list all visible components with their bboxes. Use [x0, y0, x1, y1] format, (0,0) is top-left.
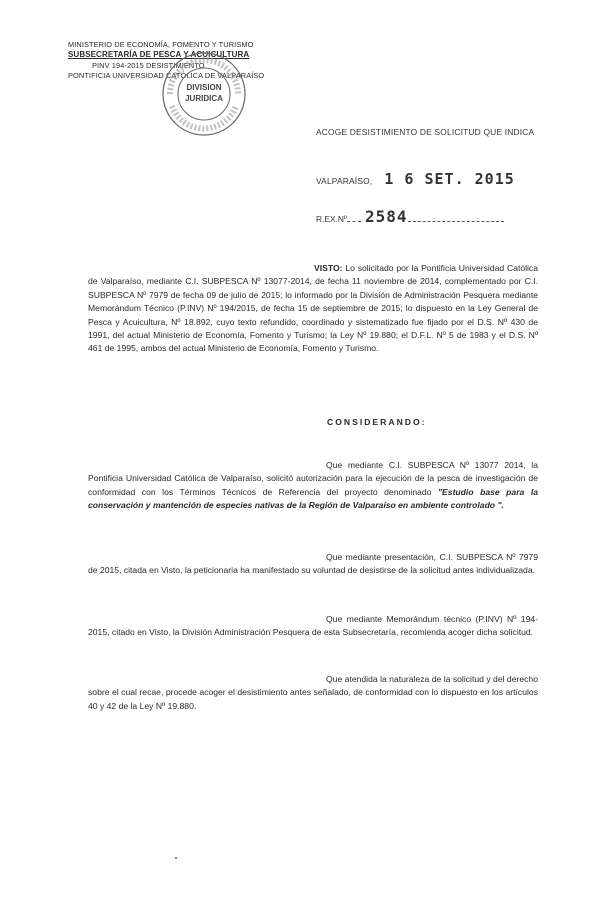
considerando-paragraph-4 [88, 673, 538, 713]
considerando-p4-text: Que atendida la naturaleza de la solicitud y del derecho sobre el cual recae, procede acoger el desistimiento antes señalado, de conformidad con lo dispuesto en los artículos 40 y 42 de la Ley Nº 19.880. [88, 674, 538, 711]
letterhead-university: PONTIFICIA UNIVERSIDAD CATÓLICA DE VALPARAÍSO [68, 71, 265, 81]
svg-text:JURIDICA: JURIDICA [185, 94, 223, 103]
project-title: "Estudio base para la conservación y mantención de especies nativas de la Región de Valparaíso en ambiente controlado ". [88, 486, 539, 511]
visto-label: VISTO: [314, 263, 343, 273]
letterhead-subsecretaria: SUBSECRETARÍA DE PESCA Y ACUICULTURA [68, 50, 250, 60]
subject-line: ACOGE DESISTIMIENTO DE SOLICITUD QUE INDICA [316, 127, 535, 137]
date-stamp: 1 6 SET. 2015 [384, 170, 515, 188]
considerando-paragraph-3 [88, 613, 538, 640]
rex-number: 2584 [364, 207, 408, 226]
date-line [316, 170, 515, 189]
visto-section [88, 262, 538, 356]
rex-label: R.EX.Nº [316, 214, 347, 224]
considerando-p3-text: Que mediante Memorándum técnico (P.INV) Nº 194-2015, citado en Visto, la División Administración Pesquera de esta Subsecretaría, recomienda acoger dicha solicitud. [88, 614, 538, 638]
letterhead-pinv: PINV 194-2015 DESISTIMIENTO [92, 60, 205, 70]
considerando-p1-text: Que mediante C.I. SUBPESCA Nº 13077 2014, la Pontificia Universidad Católica de Valparaíso, solicitó autorización para la ejecución de la pesca de investigación de conformidad con los Términos Técnicos de Referencia del proyecto denominado [88, 460, 538, 497]
city: VALPARAÍSO, [316, 176, 373, 186]
considerando-p2-text: Que mediante presentación, C.I. SUBPESCA Nº 7979 de 2015, citada en Visto, la peticionaria ha manifestado su voluntad de desistirse de la solicitud antes individualizada. [88, 552, 538, 576]
considerando-paragraph-2 [88, 551, 538, 578]
division-juridica-stamp [160, 50, 248, 138]
considerando-heading: CONSIDERANDO: [327, 417, 427, 427]
visto-text: Lo solicitado por la Pontificia Universidad Católica de Valparaíso, mediante C.I. SUBPESCA Nº 13077-2014, de fecha 11 noviembre de 2014, complementado por C.I. SUBPESCA Nº 7979 de fecha 09 de julio de 2015; lo informado por la División de Administración Pesquera mediante Memorándum Técnico (P.INV) Nº 194/2015, de fecha 15 de septiembre de 2015; lo dispuesto en la Ley General de Pesca y Acuicultura, Nº 18.892, cuyo texto refundido, coordinado y sistematizado fue fijado por el D.S. Nº 430 de 1991, del actual Ministerio de Economía, Fomento y Turismo; la Ley Nº 19.880; el D.F.L. Nº 5 de 1983 y el D.S. Nº 461 de 1995, ambos del actual Ministerio de Economía, Fomento y Turismo. [88, 263, 539, 354]
scan-mark [175, 857, 177, 859]
resolution-number [316, 207, 504, 226]
considerando-paragraph-1 [88, 459, 538, 513]
svg-text:DIVISION: DIVISION [186, 83, 222, 92]
letterhead-ministry: MINISTERIO DE ECONOMÍA, FOMENTO Y TURISMO [68, 40, 254, 49]
